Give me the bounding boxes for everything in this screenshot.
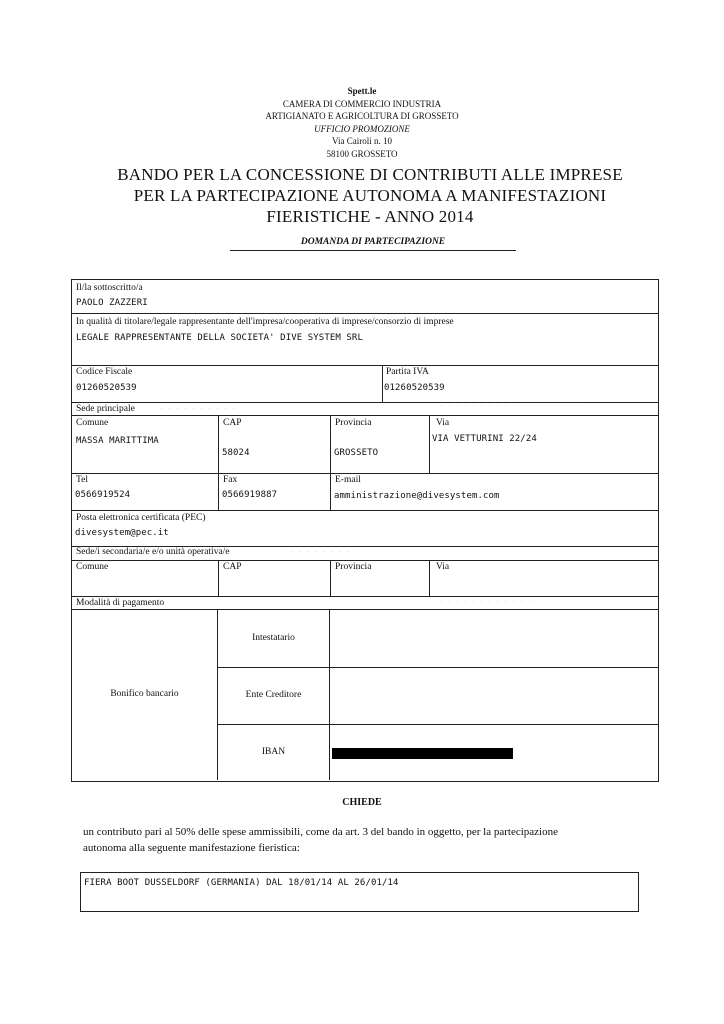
via-value[interactable]: VIA VETTURINI 22/24 <box>432 434 537 444</box>
provincia-value[interactable]: GROSSETO <box>334 448 379 458</box>
sottoscritto-value[interactable]: PAOLO ZAZZERI <box>76 298 148 308</box>
col-divider <box>218 560 219 596</box>
comune-value[interactable]: MASSA MARITTIMA <box>76 436 159 446</box>
col-divider <box>382 365 383 402</box>
addressee-line5: 58100 GROSSETO <box>326 148 398 159</box>
pec-label: Posta elettronica certificata (PEC) <box>76 513 206 523</box>
title-line1: BANDO PER LA CONCESSIONE DI CONTRIBUTI ALLE IMPRESE <box>117 165 623 184</box>
iban-label: IBAN <box>261 747 286 757</box>
via-label: Via <box>436 418 450 428</box>
comune-label: Comune <box>76 418 109 428</box>
scan-noise: · · · · · · · · · · <box>160 405 238 413</box>
cap2-label: CAP <box>223 562 242 572</box>
fax-value[interactable]: 0566919887 <box>222 490 278 500</box>
addressee-line2: ARTIGIANATO E AGRICOLTURA DI GROSSETO <box>265 111 459 121</box>
bonifico-label: Bonifico bancario <box>110 689 179 699</box>
row-divider <box>71 365 658 366</box>
partita-iva-value[interactable]: 01260520539 <box>384 383 445 393</box>
intestatario-label: Intestatario <box>252 633 295 643</box>
col-divider <box>330 415 331 510</box>
partita-iva-label: Partita IVA <box>386 367 429 377</box>
row-divider <box>71 510 658 511</box>
row-divider <box>217 667 658 668</box>
chiede-heading: CHIEDE <box>342 797 382 808</box>
addressee-line4: Via Cairoli n. 10 <box>332 136 392 146</box>
iban-redaction <box>332 748 513 759</box>
col-divider <box>429 415 430 473</box>
domanda-heading: DOMANDA DI PARTECIPAZIONE <box>300 237 446 247</box>
col-divider <box>218 415 219 510</box>
document-title <box>60 164 680 227</box>
email-label: E-mail <box>335 475 361 485</box>
pagamento-label: Modalità di pagamento <box>76 598 165 608</box>
fax-label: Fax <box>223 475 238 485</box>
sede-secondaria-label: Sede/i secondaria/e e/o unità operativa/e <box>76 547 230 557</box>
col-divider <box>429 560 430 596</box>
provincia2-label: Provincia <box>335 562 372 572</box>
qualita-value[interactable]: LEGALE RAPPRESENTANTE DELLA SOCIETA' DIVE SYSTEM SRL <box>76 333 363 343</box>
tel-label: Tel <box>76 475 88 485</box>
scan-noise: · · · · · · · · · · · · · · · · · · <box>440 402 582 410</box>
col-divider <box>329 609 330 780</box>
scan-noise: · · · · · · · · · · · · · · <box>440 598 550 606</box>
col-divider <box>330 560 331 596</box>
row-divider <box>71 415 658 416</box>
title-line2: PER LA PARTECIPAZIONE AUTONOMA A MANIFESTAZIONI <box>133 186 607 205</box>
sede-principale-label: Sede principale <box>76 404 135 414</box>
scan-noise: · · · · · · · · <box>290 548 351 556</box>
row-divider <box>71 596 658 597</box>
row-divider <box>71 313 658 314</box>
cap-label: CAP <box>223 418 242 428</box>
codice-fiscale-value[interactable]: 01260520539 <box>76 383 137 393</box>
codice-fiscale-label: Codice Fiscale <box>76 367 133 377</box>
ente-creditore-label: Ente Creditore <box>245 690 302 700</box>
request-text-line1: un contributo pari al 50% delle spese ammissibili, come da art. 3 del bando in oggetto, per la partecipazione <box>83 826 558 838</box>
addressee-block <box>0 85 724 160</box>
domanda-underline <box>230 250 516 251</box>
pec-value[interactable]: divesystem@pec.it <box>75 528 169 538</box>
row-divider <box>71 560 658 561</box>
addressee-spett: Spett.le <box>347 86 377 96</box>
tel-value[interactable]: 0566919524 <box>75 490 131 500</box>
email-value[interactable]: amministrazione@divesystem.com <box>334 491 500 501</box>
request-text-line2: autonoma alla seguente manifestazione fieristica: <box>83 842 300 854</box>
title-line3: FIERISTICHE - ANNO 2014 <box>266 207 474 226</box>
addressee-line1: CAMERA DI COMMERCIO INDUSTRIA <box>282 98 442 109</box>
provincia-label: Provincia <box>335 418 372 428</box>
comune2-label: Comune <box>76 562 109 572</box>
fiera-value[interactable]: FIERA BOOT DUSSELDORF (GERMANIA) DAL 18/01/14 AL 26/01/14 <box>84 878 399 888</box>
row-divider <box>71 473 658 474</box>
row-divider <box>71 609 658 610</box>
via2-label: Via <box>436 562 450 572</box>
addressee-line3: UFFICIO PROMOZIONE <box>314 123 410 134</box>
row-divider <box>217 724 658 725</box>
cap-value[interactable]: 58024 <box>222 448 250 458</box>
sottoscritto-label: Il/la sottoscritto/a <box>76 283 143 293</box>
qualita-label: In qualità di titolare/legale rappresentante dell'impresa/cooperativa di imprese/consorzio di imprese <box>76 317 454 327</box>
